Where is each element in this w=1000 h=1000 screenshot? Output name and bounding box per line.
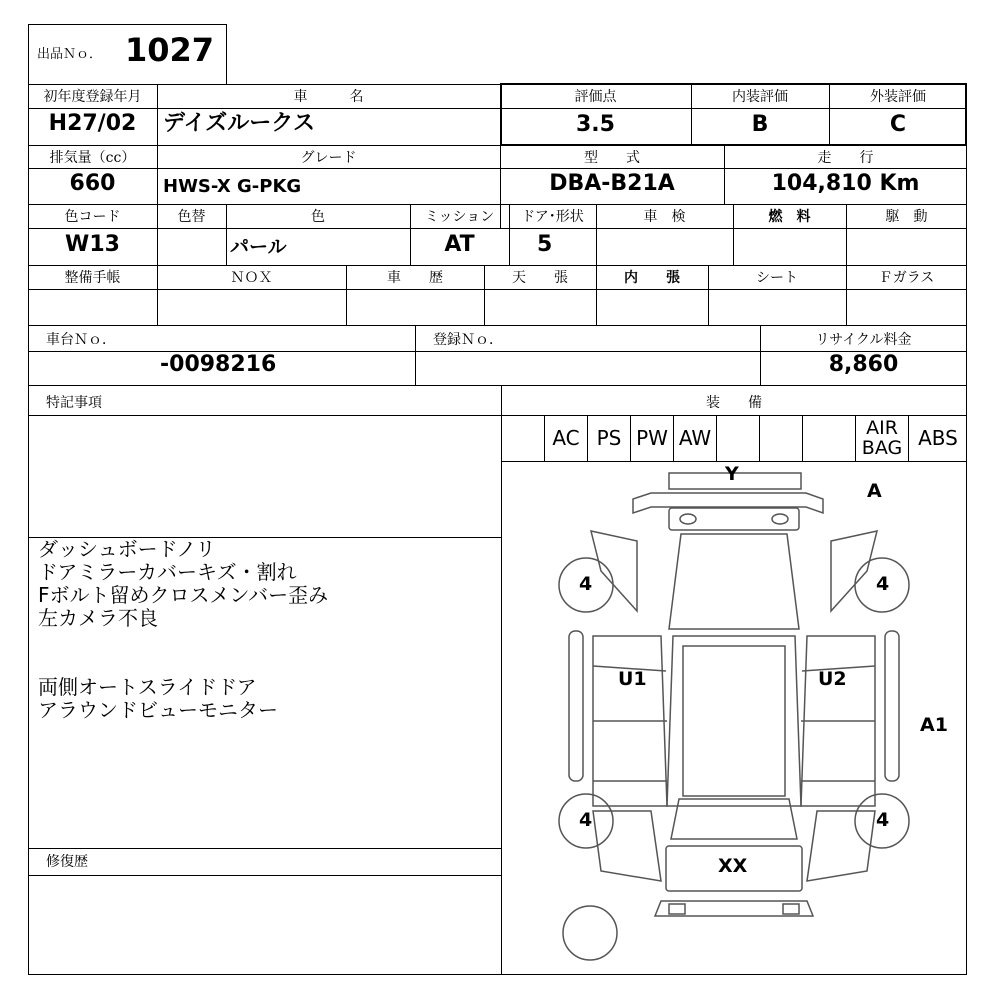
equipment-pw: PW	[631, 415, 674, 461]
car-damage-diagram	[501, 461, 967, 975]
door-value: 5	[537, 232, 553, 257]
first-registration-label: 初年度登録年月	[43, 89, 142, 105]
damage-mark-rear: XX	[718, 855, 748, 877]
mileage-label: 走 行	[817, 150, 874, 166]
equipment-label: 装 備	[706, 395, 762, 411]
lot-box	[28, 24, 227, 85]
damage-mark-right: A1	[920, 714, 948, 736]
model-value: DBA-B21A	[549, 171, 675, 196]
damage-mark-top: Y	[725, 463, 739, 485]
equipment-blank-4	[803, 415, 856, 461]
color-code-value: W13	[65, 232, 120, 257]
score-value: 3.5	[576, 112, 615, 137]
maintenance-book-label: 整備手帳	[64, 270, 121, 286]
equipment-abs: ABS	[918, 426, 958, 450]
interior-lining-label: 内 張	[624, 270, 680, 286]
recycle-fee-value: 8,860	[828, 352, 899, 377]
exterior-grade-value: C	[889, 112, 907, 137]
inspection-label: 車 検	[643, 209, 686, 225]
roof-lining-label: 天 張	[512, 270, 568, 286]
tire-rear-left: 4	[579, 809, 593, 831]
damage-mark-top-right: A	[867, 480, 882, 502]
equipment-airbag: AIR BAG	[856, 415, 909, 461]
displacement-value: 660	[69, 171, 116, 196]
interior-grade-value: B	[751, 112, 769, 137]
displacement-label: 排気量（cc）	[49, 150, 136, 166]
score-label: 評価点	[574, 89, 617, 105]
damage-mark-right-mid: U2	[818, 668, 847, 690]
tire-rear-right: 4	[876, 809, 890, 831]
mileage-value: 104,810 Km	[771, 171, 920, 196]
first-registration-value: H27/02	[48, 111, 137, 136]
exterior-grade-label: 外装評価	[870, 89, 926, 105]
special-notes-label: 特記事項	[46, 395, 102, 411]
registration-number-label: 登録Ｎｏ．	[433, 332, 503, 348]
color-code-label: 色コード	[64, 209, 121, 225]
note-line-5: 両側オートスライドドア	[38, 675, 257, 699]
equipment-ps: PS	[588, 415, 631, 461]
chassis-number-label: 車台Ｎｏ．	[46, 332, 116, 348]
equipment-ac: AC	[545, 415, 588, 461]
repair-history-label: 修復歴	[46, 854, 88, 870]
mission-value: AT	[444, 232, 475, 257]
fuel-label: 燃 料	[768, 209, 811, 225]
repaint-label: 色替	[177, 209, 206, 225]
car-name-value: デイズルークス	[163, 111, 316, 136]
door-label: ドア･形状	[521, 209, 584, 225]
note-line-6: アラウンドビューモニター	[38, 698, 278, 722]
note-line-3: Fボルト留めクロスメンバー歪み	[38, 583, 329, 607]
equipment-row	[501, 415, 967, 461]
model-label: 型 式	[584, 150, 640, 166]
equipment-blank-2	[717, 415, 760, 461]
grade-label: グレード	[300, 150, 357, 166]
front-glass-label: Ｆガラス	[878, 270, 935, 286]
recycle-fee-label: リサイクル料金	[815, 332, 912, 348]
equipment-blank-1	[501, 415, 545, 461]
note-line-2: ドアミラーカバーキズ・割れ	[38, 560, 297, 584]
equipment-aw: AW	[674, 415, 717, 461]
drive-label: 駆 動	[885, 209, 928, 225]
grade-value: HWS-X G-PKG	[163, 176, 302, 197]
car-history-label: 車 歴	[387, 270, 443, 286]
chassis-number-value: -0098216	[160, 352, 277, 377]
note-line-4: 左カメラ不良	[38, 606, 158, 630]
lot-number: 1027	[125, 31, 215, 69]
color-value: パール	[230, 236, 287, 258]
mission-label: ミッション	[424, 209, 495, 225]
lot-label: 出品Ｎｏ．	[37, 47, 103, 62]
note-line-1: ダッシュボードノリ	[38, 537, 216, 561]
nox-label: ＮＯＸ	[230, 270, 273, 286]
equipment-blank-3	[760, 415, 803, 461]
tire-front-left: 4	[579, 573, 593, 595]
color-label: 色	[311, 209, 325, 225]
tire-front-right: 4	[876, 573, 890, 595]
car-name-label: 車 名	[293, 89, 364, 105]
seat-label: シート	[756, 270, 798, 286]
interior-grade-label: 内装評価	[732, 89, 788, 105]
damage-mark-left-mid: U1	[618, 668, 647, 690]
